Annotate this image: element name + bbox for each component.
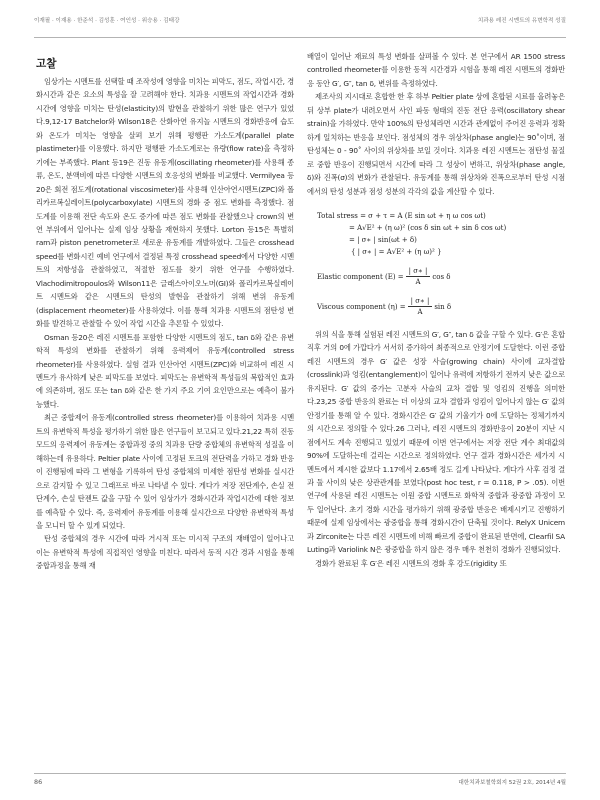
paragraph: 제조사의 지시대로 혼합한 한 후 하부 Peltier plate 상에 혼합된 시료를 올려놓은 뒤 상부 plate가 내려오면서 사인 파동 형태의 진동 전단 응력(oscillatory shear strain)을 가하였다. 만약 100%의 탄성체라면 시간과 관계없이 주어진 응력과 정확하게 일치하는 반응을 보인다. 점성체의 경우 위상차(phase angle)는 90˚이며, 점탄성체는 0 - 90˚ 사이의 위상차를 보일 것이다. 치과용 레진 시멘트는 점탄성 물질로 중합 반응이 진행되면서 시간에 따라 그 성상이 변하고, 위상차(phase angle, δ)와 진폭(σ)의 변화가 관찰된다. 유동계를 통해 위상차와 진폭으로부터 탄성 시점에서의 탄성 성분과 점성 성분의 각각의 값을 계산할 수 있다. <box>307 92 565 196</box>
paragraph: 경화가 완료된 후 G′은 레진 시멘트의 경화 후 강도(rigidity 또 <box>315 558 507 568</box>
paragraph: 최근 중합제어 유동계(controlled stress rheometer)를 이용하여 치과용 시멘트의 유변학적 특성을 평가하기 위한 많은 연구들이 보고되고 있다.21,22 특히 진동모드의 응력제어 유동계는 중합과정 중의 치과용 단량 중합체의 유변학적 성질을 이해하는데 유용하다. Peltier plate 사이에 고정된 토크의 전단력을 가하고 경화 반응이 진행됨에 따라 그 변형을 기록하여 탄성 중합체의 미세한 점탄성 변화를 실시간으로 감지할 수 있고 그래프로 바로 나타낼 수 있다. 게다가 저장 전단계수, 손실 전단계수, 손실 탄젠트 값을 구할 수 있어 임상가가 경화시간과 작업시간에 대한 정보를 예측할 수 있다. 즉, 응력제어 유동계를 이용해 실시간으로 다양한 유변학적 특성을 모니터 할 수 있게 되었다. <box>36 413 294 530</box>
paragraph: Osman 등20은 레진 시멘트를 포함한 다양한 시멘트의 점도, tan δ와 같은 유변학적 특성의 변화를 관찰하기 위해 응력제어 유동계(controlled stress rheometer)를 사용하였다. 실험 결과 인산아연 시멘트(ZPC)와 비교하여 레진 시멘트가 유사하게 낮은 피막도를 보였다. 피막도는 유변학적 특성들의 복합적인 효과에 의존하며, 점도 또는 tan δ와 같은 한 가지 주요 기여 요인만으로는 예측이 불가능했다. <box>36 332 294 409</box>
equation-line: = | σ∗ | sin(ωt + δ) <box>349 235 417 244</box>
page-number: 86 <box>34 778 43 786</box>
left-column <box>36 50 294 573</box>
header-authors: 이재필 · 이재용 · 한준석 · 김성훈 · 여인성 · 위승용 · 김태강 <box>34 18 180 24</box>
equation-label: Viscous component (η) = <box>317 302 406 311</box>
paragraph: 임상가는 시멘트를 선택할 때 조작성에 영향을 미치는 피막도, 점도, 작업시간, 경화시간과 같은 요소의 특성을 잘 고려해야 한다. 치과용 시멘트의 작업시간과 경화시간에 영향을 미치는 탄성(elasticity)의 발현을 관찰하기 위한 많은 연구가 있었다.9,12-17 Batchelor와 Wilson18은 산화아연 유지놀 시멘트의 경화반응에 습도와 온도가 미치는 영향을 살펴 보기 위해 평행판 가소도계(parallel plate plastimeter)를 이용했다. 하지만 평행판 가소도계로는 유량(flow rate)을 측정하기에는 부족했다. Plant 등19은 진동 유동계(oscillating rheometer)를 사용해 종류, 온도, 분액비에 따른 다양한 시멘트의 호응성의 변화를 비교했다. Vermilyea 등20은 회전 점도계(rotational viscosimeter)를 사용해 인산아연시멘트(ZPC)와 폴리카르복실레이트(polycarboxylate) 시멘트의 경화 중 점도 변화를 측정했다. 점도계를 이용해 전단 속도와 온도 증가에 따른 점도 변화를 관찰했으나 crown의 변연 부위에서 일어나는 실제 임상 상황을 재현하지 못했다. Lorton 등15은 특별히 ram과 piston penetrometer로 새로운 유동계를 개발하였다. 그들은 crosshead speed를 변화시킨 예비 연구에서 결정된 특정 crosshead speed에서 다양한 시멘트의 저항성을 관찰하였고, 적절한 점도를 찾기 위한 연구를 수행하였다. Vlachodimitropoulos와 Wilson11은 글래스아이오노머(GI)와 폴리카르복실레이트 시멘트와 같은 시멘트의 탄성의 발현을 관찰하기 위해 변위 유동계(displacement rheometer)를 사용하였다. 이를 통해 치과용 시멘트의 점탄성 변화를 발견하고 관찰할 수 있어 작업 시간을 추론할 수 있었다. <box>36 77 294 329</box>
fraction <box>408 296 433 317</box>
fraction <box>406 266 431 287</box>
equation-tail: sin δ <box>434 302 452 311</box>
footer-rule <box>34 773 566 774</box>
paragraph: 배열이 일어난 재료의 특성 변화를 살펴볼 수 있다. 본 연구에서 AR 1500 stress controlled rheometer를 이용한 동적 시간경과 시험을 통해 레진 시멘트의 경화반응 동안 G′, G″, tan δ, 변위를 측정하였다. <box>307 52 565 88</box>
right-column <box>307 50 565 570</box>
equation-line: { | σ∗ | = A√E² + (η ω)² } <box>351 247 442 256</box>
equation-elastic <box>317 266 565 288</box>
equation-block <box>317 210 565 318</box>
equation-label: Elastic component (E) = <box>317 272 404 281</box>
paragraph: 탄성 중합체의 경우 시간에 따라 거시적 또는 미시적 구조의 재배열이 일어나고 이는 유변학적 특성에 직접적인 영향을 미친다. 따라서 동적 시간 경과 시험을 통해 중합과정을 통해 재 <box>36 534 294 571</box>
running-footer <box>0 778 600 788</box>
fraction-numerator: | σ∗ | <box>406 266 431 277</box>
header-title: 치과용 레진 시멘트의 유변학적 성질 <box>477 18 566 24</box>
equation-tail: cos δ <box>432 272 451 281</box>
equation-total-stress: Total stress = σ + τ = A (E sin ωt + η ω cos ωt) <box>317 211 486 220</box>
fraction-numerator: | σ∗ | <box>408 296 433 307</box>
journal-citation: 대한치과보철학회지 52권 2호, 2014년 4월 <box>458 780 566 786</box>
fraction-denominator: A <box>417 308 423 317</box>
equation-line: = A√E² + (η ω)² (cos δ sin ωt + sin δ cos ωt) <box>349 223 507 232</box>
header-rule <box>34 37 566 38</box>
paragraph: 위의 식을 통해 실험된 레진 시멘트의 G′, G″, tan δ 값을 구할 수 있다. G′은 혼합 직후 거의 0에 가깝다가 서서히 증가하여 최종적으로 안정기에 도달한다. 이런 증합 레진 시멘트의 경우 G′ 값은 성장 사슬(growing chain) 사이에 교차결합(crosslink)과 엉킴(entanglement)이 일어나 유력에 저항하기 전까지 낮은 값으로 유지된다. G′ 값의 증가는 고분자 사슬의 교차 결합 및 엉킴의 진행을 의미한다.23,25 중합 반응의 완료는 더 이상의 교차 결합과 엉킴이 일어나지 않는 G′ 값의 안정기를 통해 알 수 있다. 경화시간은 G′ 값의 기울기가 0에 도달하는 정체기까지의 시간으로 정의할 수 있다.26 그러나, 레진 시멘트의 경화반응이 20분이 지난 시점에서도 계속 진행되고 있었기 때문에 이번 연구에서는 저장 전단 계수 최대값의 90%에 도달하는데 걸리는 시간으로 정의하였다. 연구 결과 경화시간은 세가지 시멘트에서 제시한 값보다 1.17에서 2.65배 정도 길게 나타났다. 게다가 사후 검정 결과 둘 사이의 낮은 상관관계를 보였다(post hoc test, r = 0.118, P > .05). 이번 연구에 사용된 레진 시멘트는 이원 중합 시멘트로 화학적 중합과 광중합 과정이 모두 일어난다. 초기 경화 시간을 평가하기 위해 광중합 반응은 배제시키고 진행하기 때문에 실제 임상에서는 광중합을 통해 경화시간이 단축될 것이다. RelyX Unicem과 Zirconite는 다른 레진 시멘트에 비해 빠르게 중합이 완료된 반면에, Clearfil SA Luting과 Variolink N은 광중합을 하지 않은 경우 매우 천천히 경화가 진행되었다. <box>307 329 565 555</box>
equation-viscous <box>317 296 565 318</box>
running-header <box>0 16 600 28</box>
section-title: 고찰 <box>36 58 57 70</box>
fraction-denominator: A <box>415 278 421 287</box>
